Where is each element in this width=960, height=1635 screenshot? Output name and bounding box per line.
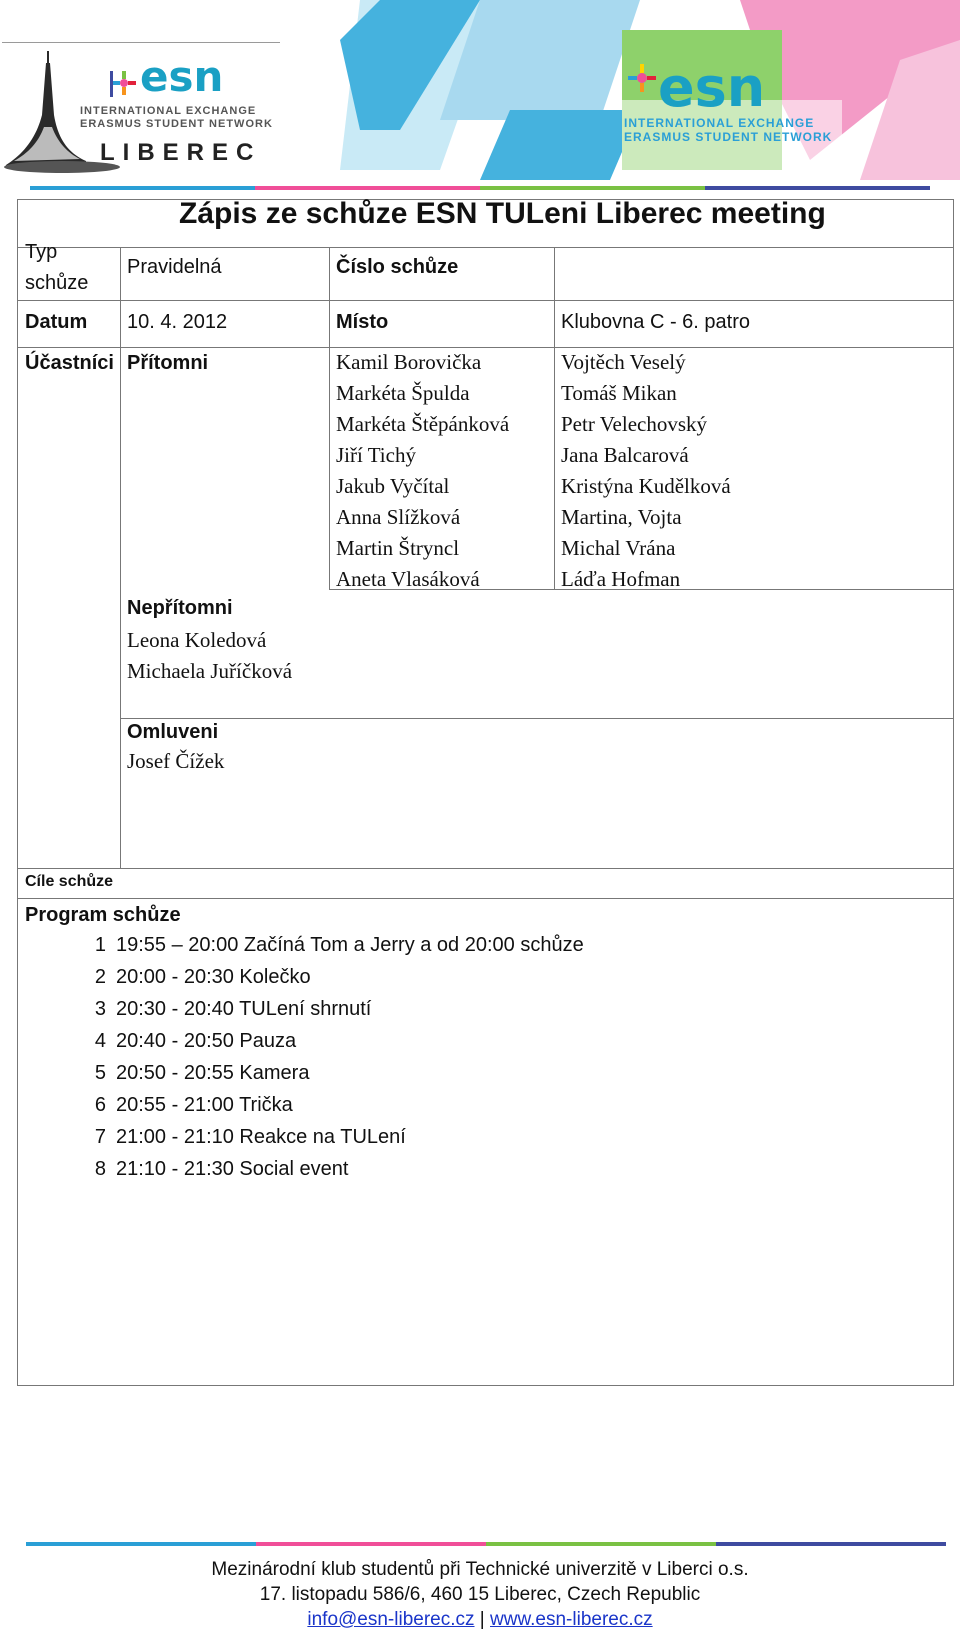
- datum-label: Datum: [25, 311, 88, 333]
- website-link[interactable]: www.esn-liberec.cz: [490, 1609, 653, 1630]
- datum-value: 10. 4. 2012: [127, 311, 228, 333]
- pritomni-list-col1: [336, 350, 509, 598]
- header-color-stripe: [30, 186, 930, 190]
- svg-text:INTERNATIONAL EXCHANGE: INTERNATIONAL EXCHANGE: [624, 116, 815, 130]
- list-item: Jiří Tichý: [336, 443, 416, 467]
- pritomni-list-col2: [561, 350, 731, 598]
- list-item: Martin Štryncl: [336, 536, 460, 560]
- nepritomni-list: [127, 628, 292, 690]
- list-item: Petr Velechovský: [561, 412, 708, 436]
- list-item: Michal Vrána: [561, 536, 676, 560]
- esn-wordmark-left: [140, 57, 270, 97]
- esn-liberec-logo: [2, 42, 280, 177]
- omluveni-list: [127, 749, 224, 780]
- pritomni-label: Přítomni: [127, 352, 209, 374]
- program-item: 4 20:40 - 20:50 Pauza: [94, 1030, 297, 1052]
- footer-separator: |: [479, 1609, 485, 1630]
- list-item: Anna Slížková: [336, 505, 461, 529]
- svg-text:esn: esn: [658, 56, 766, 119]
- list-item: Leona Koledová: [127, 628, 267, 652]
- list-item: Kamil Borovička: [336, 350, 482, 374]
- list-item: Kristýna Kudělková: [561, 474, 731, 498]
- program-label: Program schůze: [25, 904, 181, 926]
- header-banner: [340, 0, 960, 180]
- list-item: Martina, Vojta: [561, 505, 682, 529]
- typ-value: Pravidelná: [127, 256, 222, 278]
- misto-value: Klubovna C - 6. patro: [561, 311, 750, 333]
- svg-text:esn: esn: [140, 57, 224, 97]
- footer-contacts: [0, 1607, 960, 1632]
- logo-left-line1: INTERNATIONAL EXCHANGE: [80, 105, 257, 117]
- list-item: Aneta Vlasáková: [336, 567, 480, 591]
- typ-label-line2: schůze: [25, 272, 89, 294]
- cile-label: Cíle schůze: [25, 873, 114, 890]
- list-item: Jana Balcarová: [561, 443, 689, 467]
- footer-org-name: Mezinárodní klub studentů při Technické univerzitě v Liberci o.s.: [211, 1559, 749, 1580]
- list-item: Markéta Štěpánková: [336, 412, 510, 436]
- list-item: Michaela Juříčková: [127, 659, 293, 683]
- ucastnici-label: Účastníci: [25, 352, 114, 374]
- email-link[interactable]: info@esn-liberec.cz: [307, 1609, 475, 1630]
- misto-label: Místo: [336, 311, 389, 333]
- nepritomni-label: Nepřítomni: [127, 597, 233, 619]
- program-item: 1 19:55 – 20:00 Začíná Tom a Jerry a od 20:00 schůze: [94, 934, 584, 956]
- list-item: Láďa Hofman: [561, 567, 681, 591]
- omluveni-label: Omluveni: [127, 721, 219, 743]
- list-item: Jakub Vyčítal: [336, 474, 450, 498]
- svg-text:ERASMUS STUDENT NETWORK: ERASMUS STUDENT NETWORK: [624, 130, 833, 144]
- logo-left-city: LIBEREC: [100, 139, 262, 166]
- list-item: Tomáš Mikan: [561, 381, 677, 405]
- logo-left-line2: ERASMUS STUDENT NETWORK: [80, 118, 273, 130]
- meeting-minutes-form: [17, 199, 954, 1386]
- page-header: [0, 0, 960, 190]
- program-item: 5 20:50 - 20:55 Kamera: [94, 1062, 310, 1084]
- form-title: Zápis ze schůze ESN TULeni Liberec meeting: [179, 197, 826, 230]
- footer-address: 17. listopadu 586/6, 460 15 Liberec, Czech Republic: [259, 1584, 701, 1605]
- page-footer: [0, 1557, 960, 1632]
- program-item: 8 21:10 - 21:30 Social event: [94, 1158, 349, 1180]
- program-item: 7 21:00 - 21:10 Reakce na TULení: [94, 1126, 406, 1148]
- list-item: Markéta Špulda: [336, 381, 470, 405]
- cislo-label: Číslo schůze: [336, 256, 459, 278]
- program-item: 2 20:00 - 20:30 Kolečko: [94, 966, 311, 988]
- footer-color-stripe: [26, 1542, 946, 1546]
- program-item: 6 20:55 - 21:00 Trička: [94, 1094, 293, 1116]
- list-item: Josef Čížek: [127, 749, 225, 773]
- typ-label-line1: Typ: [25, 241, 58, 263]
- list-item: Vojtěch Veselý: [561, 350, 686, 374]
- program-item: 3 20:30 - 20:40 TULení shrnutí: [94, 998, 372, 1020]
